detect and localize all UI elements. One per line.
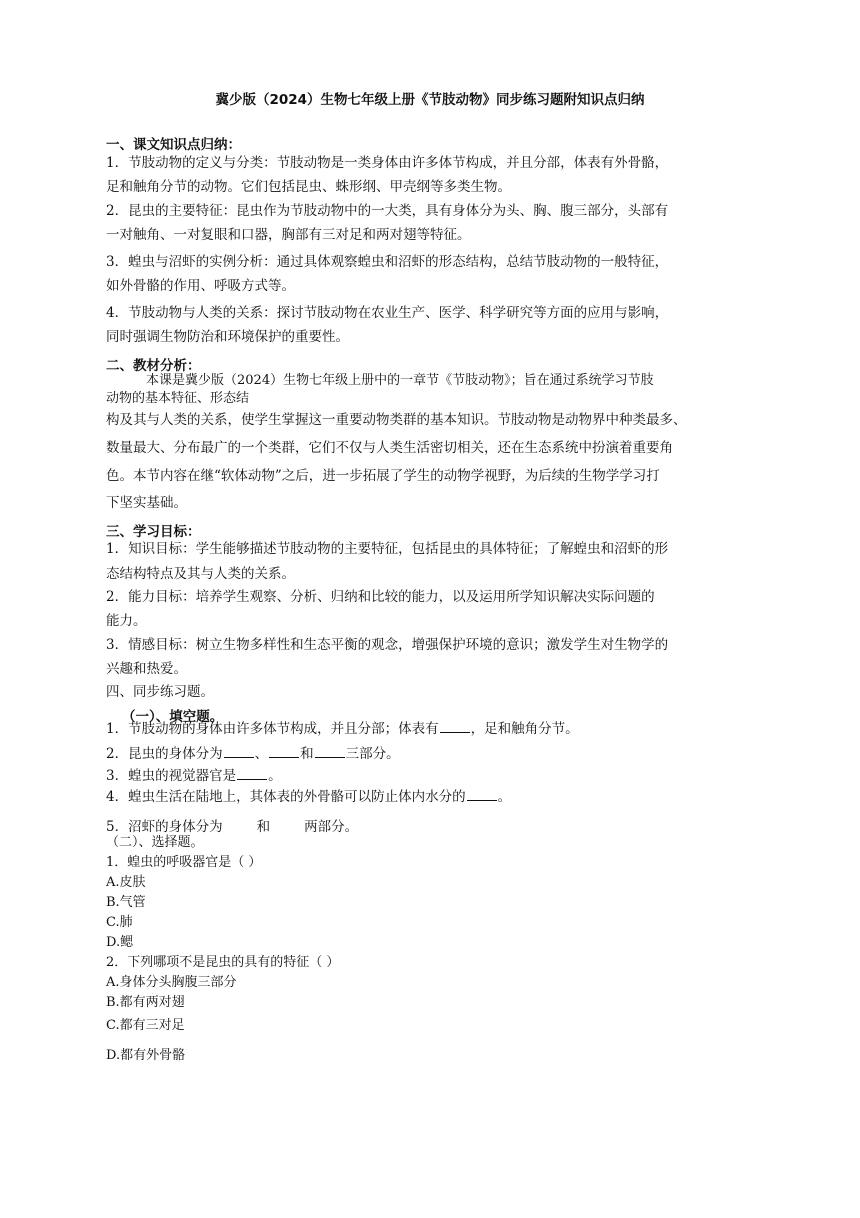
q3-text-a: 3．蝗虫的视觉器官是 [106, 768, 237, 784]
q2-text-a: 2．昆虫的身体分为 [106, 746, 223, 762]
s3-line-4: 能力。 [106, 613, 147, 629]
s2-line-4: 数量最大、分布最广的一个类群，它们不仅与人类生活密切相关，还在生态系统中扮演着重要角 [106, 440, 673, 456]
section-2-heading: 二、教材分析： [106, 358, 201, 374]
choice-1-option-d: D.鳃 [106, 935, 134, 950]
q4-blank[interactable] [467, 787, 497, 801]
q2-text-d: 三部分。 [345, 746, 400, 762]
fill-question-2 [106, 742, 746, 766]
choice-heading: （二）、选择题。 [106, 835, 204, 850]
s1-line-2: 足和触角分节的动物。它们包括昆虫、蛛形纲、甲壳纲等多类生物。 [106, 179, 511, 195]
choice-2-option-c: C.都有三对足 [106, 1018, 185, 1033]
q3-text-b: 。 [268, 768, 282, 784]
fill-question-4 [106, 785, 746, 809]
choice-2-option-d: D.都有外骨骼 [106, 1048, 186, 1063]
q2-blank-2[interactable] [269, 744, 299, 758]
q1-text-a: 1．节肢动物的身体由许多体节构成，并且分部；体表有 [106, 721, 439, 737]
q2-blank-1[interactable] [224, 744, 254, 758]
s3-line-6: 兴趣和热爱。 [106, 661, 187, 677]
choice-1-option-b: B.气管 [106, 895, 146, 910]
s1-line-8: 同时强调生物防治和环境保护的重要性。 [106, 329, 349, 345]
q1-text-b: ，足和触角分节。 [470, 721, 579, 737]
q2-blank-3[interactable] [315, 744, 345, 758]
s3-line-3: 2．能力目标：培养学生观察、分析、归纳和比较的能力，以及运用所学知识解决实际问题的 [106, 589, 655, 605]
q5-text-b: 和 [256, 819, 271, 835]
q2-text-c: 和 [300, 746, 314, 762]
s3-line-5: 3．情感目标：树立生物多样性和生态平衡的观念，增强保护环境的意识；激发学生对生物学的 [106, 637, 669, 653]
document-title: 冀少版（2024）生物七年级上册《节肢动物》同步练习题附知识点归纳 [215, 92, 645, 108]
s2-line-5: 色。本节内容在继“软体动物”之后，进一步拓展了学生的动物学视野，为后续的生物学学习打 [106, 468, 660, 484]
s2-line-2: 动物的基本特征、形态结 [106, 391, 250, 406]
s1-line-1: 1．节肢动物的定义与分类：节肢动物是一类身体由许多体节构成，并且分部，体表有外骨骼， [106, 155, 669, 171]
s3-line-2: 态结构特点及其与人类的关系。 [106, 566, 295, 582]
choice-1-option-a: A.皮肤 [106, 875, 146, 890]
s1-line-7: 4．节肢动物与人类的关系：探讨节肢动物在农业生产、医学、科学研究等方面的应用与影响， [106, 305, 669, 321]
fill-blank-heading: （一）、填空题。 [122, 709, 224, 725]
section-1-heading: 一、课文知识点归纳： [106, 137, 241, 153]
q1-blank[interactable] [440, 719, 470, 733]
s1-line-6: 如外骨骼的作用、呼吸方式等。 [106, 278, 295, 294]
choice-question-2: 2．下列哪项不是昆虫的具有的特征（ ） [106, 955, 340, 970]
choice-question-1: 1．蝗虫的呼吸器官是（ ） [106, 855, 262, 870]
q2-text-b: 、 [254, 746, 269, 762]
fill-question-1 [106, 717, 746, 741]
s1-line-4: 一对触角、一对复眼和口器，胸部有三对足和两对翅等特征。 [106, 227, 471, 243]
q5-text-c: 两部分。 [304, 819, 359, 835]
s2-line-1: 本课是冀少版（2024）生物七年级上册中的一章节《节肢动物》；旨在通过系统学习节肢 [146, 373, 654, 388]
s1-line-3: 2．昆虫的主要特征：昆虫作为节肢动物中的一大类，具有身体分为头、胸、腹三部分，头部有 [106, 203, 669, 219]
choice-1-option-c: C.肺 [106, 915, 133, 930]
s2-line-6: 下坚实基础。 [106, 495, 187, 511]
q3-blank[interactable] [237, 766, 267, 780]
q4-text-a: 4．蝗虫生活在陆地上，其体表的外骨骼可以防止体内水分的 [106, 789, 466, 805]
choice-2-option-b: B.都有两对翅 [106, 995, 185, 1010]
q4-text-b: 。 [497, 789, 512, 805]
q5-text-a: 5．沼虾的身体分为 [106, 819, 223, 835]
s1-line-5: 3．蝗虫与沼虾的实例分析：通过具体观察蝗虫和沼虾的形态结构，总结节肢动物的一般特征， [106, 254, 669, 270]
s2-line-3: 构及其与人类的关系，使学生掌握这一重要动物类群的基本知识。节肢动物是动物界中种类最多、 [106, 412, 687, 428]
section-3-heading: 三、学习目标： [106, 524, 201, 540]
s3-line-1: 1．知识目标：学生能够描述节肢动物的主要特征，包括昆虫的具体特征；了解蝗虫和沼虾的形 [106, 541, 669, 557]
choice-2-option-a: A.身体分头胸腹三部分 [106, 975, 237, 990]
section-4-heading: 四、同步练习题。 [106, 684, 214, 700]
